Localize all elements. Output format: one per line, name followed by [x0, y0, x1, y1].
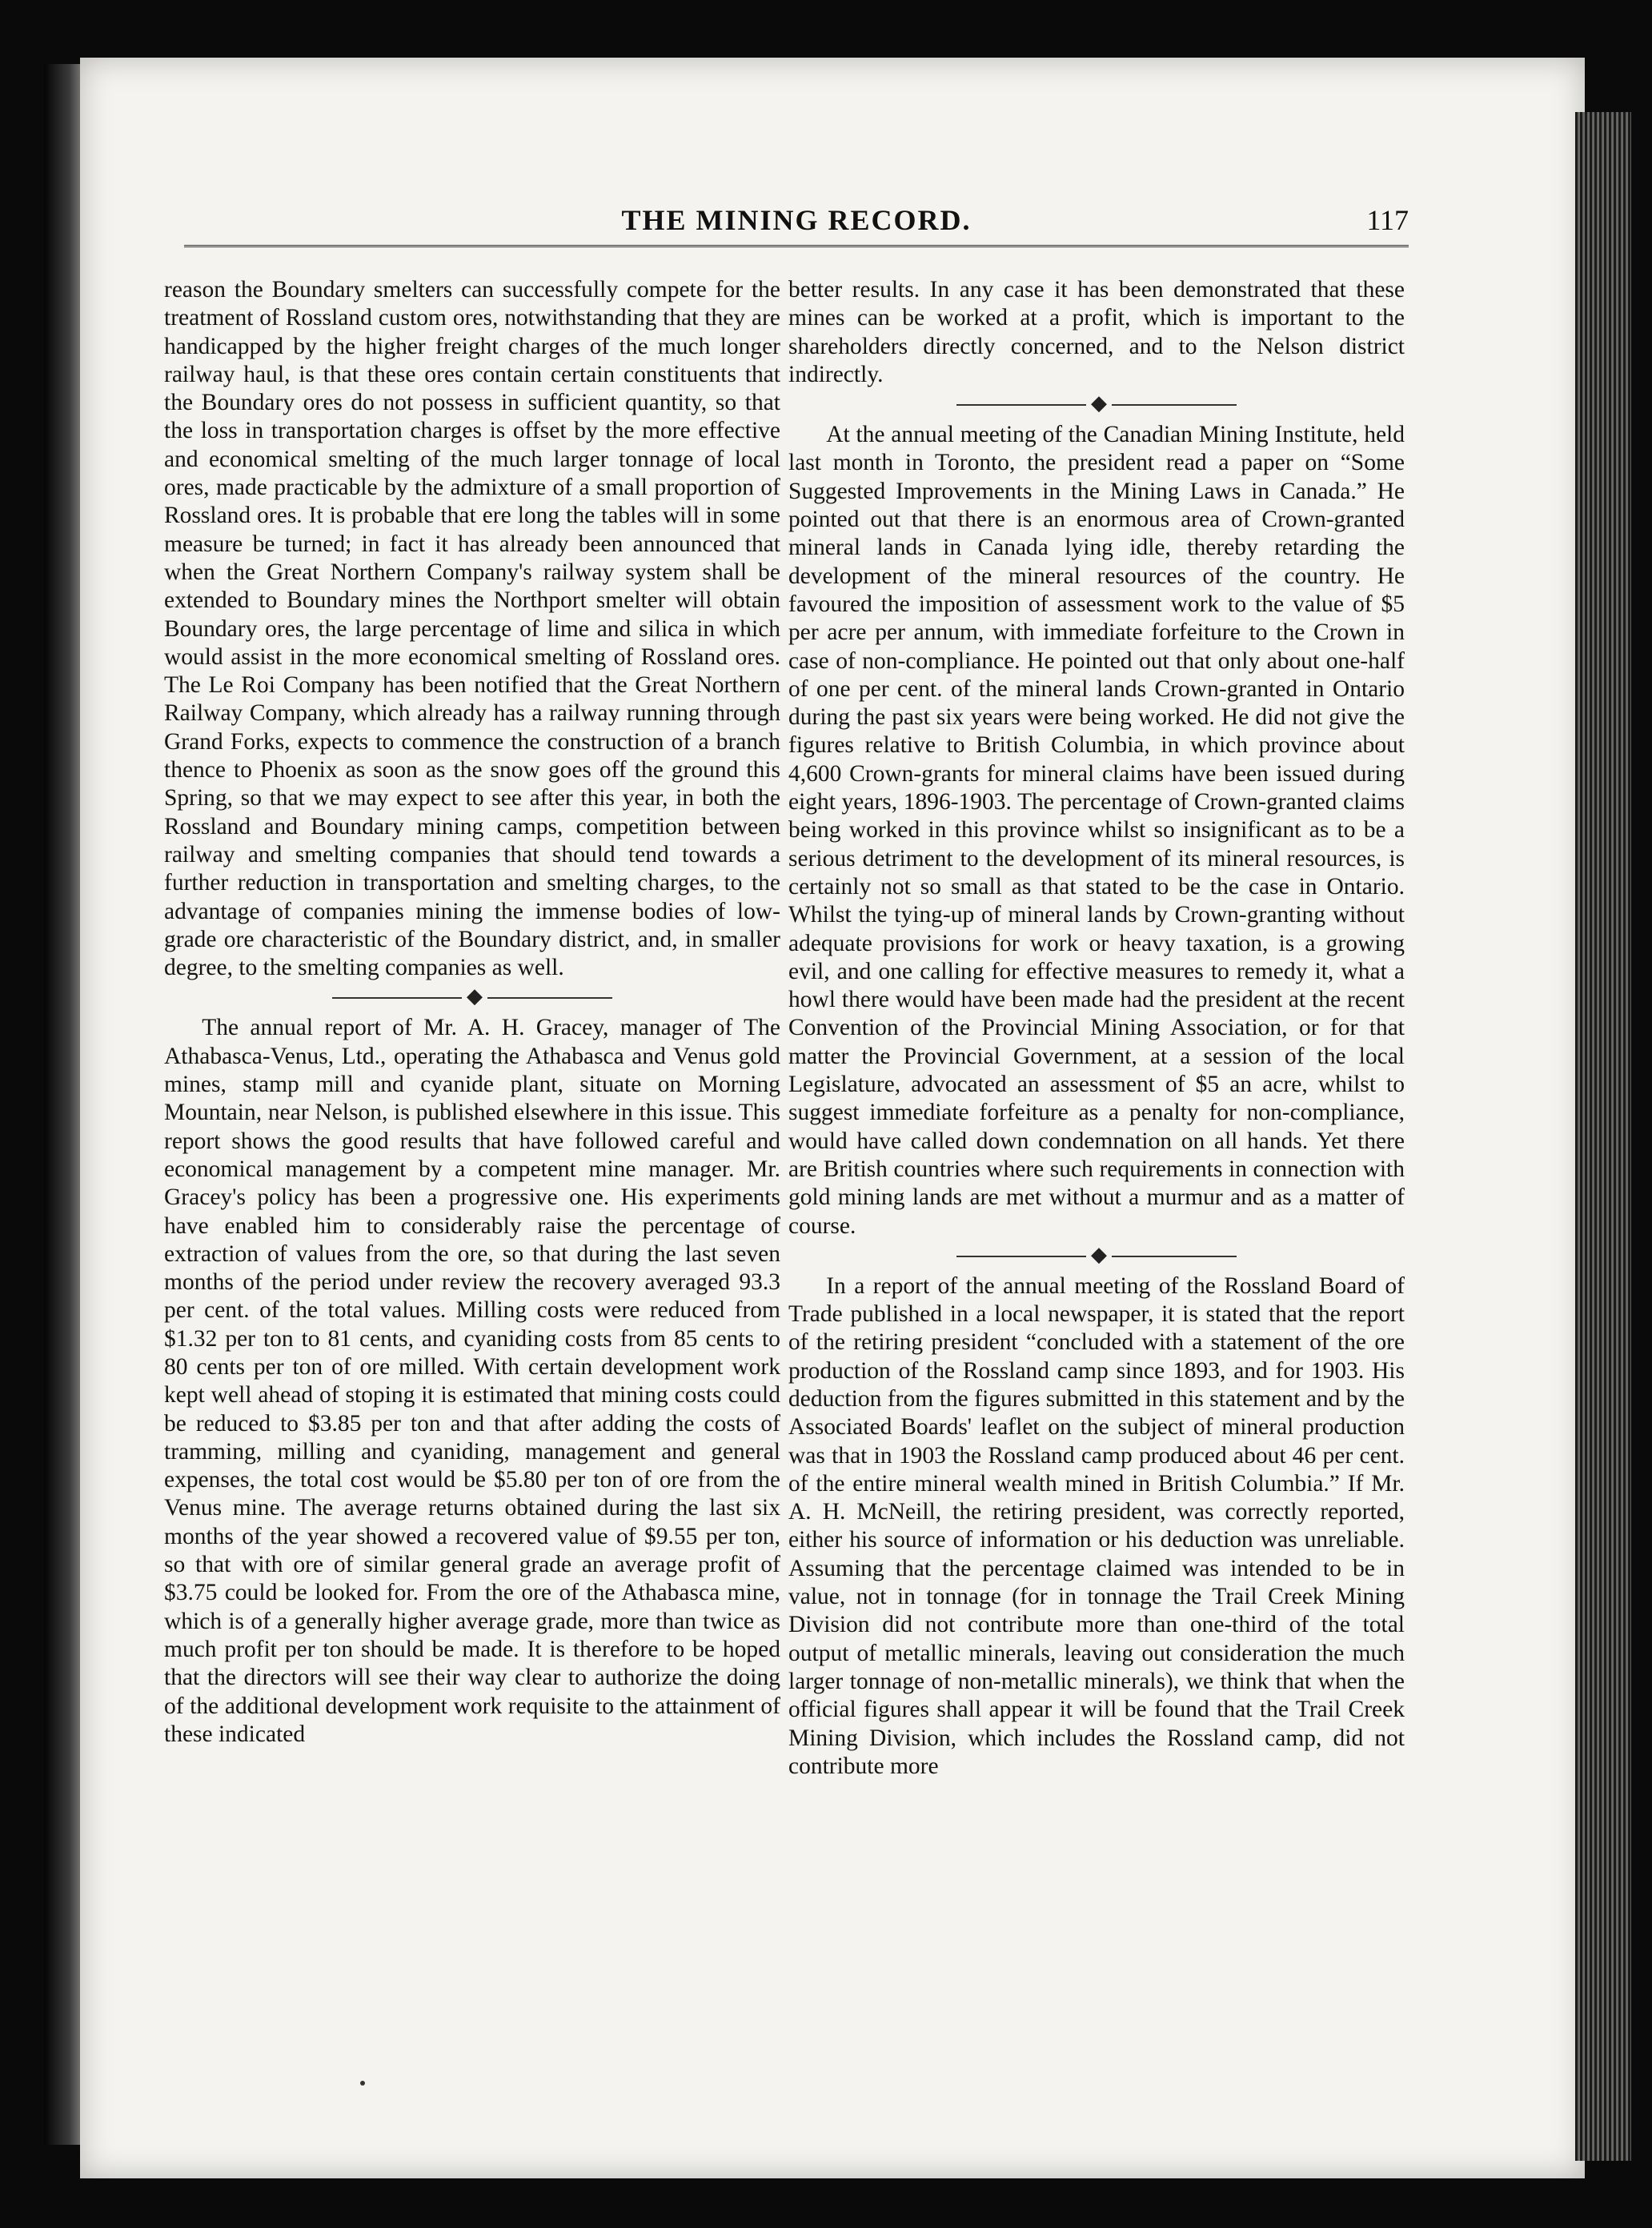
paragraph-better-results: better results. In any case it has been demonstrated that these mines can be worked at a profit, which is important to the shareholders directly concerned, and to the Nelson district indirectly. — [788, 277, 1405, 387]
separator-ornament: ◆ — [462, 984, 487, 1008]
section-separator — [164, 982, 780, 1014]
separator-ornament: ◆ — [1086, 391, 1112, 415]
paragraph-gracey-report: The annual report of Mr. A. H. Gracey, manager of The Athabasca-Venus, Ltd., operating the Athabasca and Venus gold mines, stamp mill and cyanide plant, situate on Morning Mountain, near Nelson, is published elsewhere in this issue. This report shows the good results that have followed careful and economical management by a competent mine manager. Mr. Gracey's policy has been a progressive one. His experiments have enabled him to considerably raise the percentage of extraction of values from the ore, so that during the last seven months of the period under review the recovery averaged 93.3 per cent. of the total values. Milling costs were reduced from $1.32 per ton to 81 cents, and cyaniding costs from 85 cents to 80 cents per ton of ore milled. With certain development work kept well ahead of stoping it is estimated that mining costs could be reduced to $3.85 per ton and that after adding the costs of tramming, milling and cyaniding, management and general expenses, the total cost would be $5.80 per ton of ore from the Venus mine. The average returns obtained during the last six months of the year showed a recovered value of $9.55 per ton, so that with ore of similar general grade an average profit of $3.75 could be looked for. From the ore of the Athabasca mine, which is of a generally higher average grade, more than twice as much profit per ton should be made. It is therefore to be hoped that the directors will see their way clear to authorize the doing of the additional development work requisite to the attainment of these indicated — [164, 1015, 780, 1747]
paragraph-rossland-board: In a report of the annual meeting of the Rossland Board of Trade published in a local newspaper, it is stated that the report of the retiring president “concluded with a statement of the ore production of the Rossland camp since 1893, and for 1903. His deduction from the figures submitted in this statement and by the Associated Boards' leaflet on the subject of mineral production was that in 1903 the Rossland camp produced about 46 per cent. of the entire mineral wealth mined in British Columbia.” If Mr. A. H. McNeill, the retiring president, was correctly reported, either his source of information or his deduction was unreliable. Assuming that the percentage claimed was intended to be in value, not in tonnage (for in tonnage the Trail Creek Mining Division did not contribute more than one-third of the total output of metallic minerals, leaving out consideration the much larger tonnage of non-metallic minerals), we think that when the official figures shall appear it will be found that the Trail Creek Mining Division, which includes the Rossland camp, did not contribute more — [788, 1272, 1405, 1779]
left-column — [164, 276, 780, 2085]
paragraph-boundary-smelters: reason the Boundary smelters can successfully compete for the treatment of Rossland custom ores, notwithstanding that they are handicapped by the higher freight charges of the much longer railway haul, is that these ores contain certain constituents that the Boundary ores do not possess in sufficient quantity, so that the loss in transportation charges is offset by the more effective and economical smelting of the much larger tonnage of local ores, made practicable by the admixture of a small proportion of Rossland ores. It is probable that ere long the tables will in some measure be turned; in fact it has already been announced that when the Great Northern Company's railway system shall be extended to Boundary mines the Northport smelter will obtain Boundary ores, the large percentage of lime and silica in which would assist in the more economical smelting of Rossland ores. The Le Roi Company has been notified that the Great Northern Railway Company, which already has a railway running through Grand Forks, expects to commence the construction of a branch thence to Phoenix as soon as the snow goes off the ground this Spring, so that we may expect to see after this year, in both the Rossland and Boundary mining camps, competition between railway and smelting companies that should tend towards a further reduction in transportation and smelting charges, to the advantage of companies mining the immense bodies of low-grade ore characteristic of the Boundary district, and, in smaller degree, to the smelting companies as well. — [164, 277, 780, 981]
page-number: 117 — [1366, 204, 1409, 236]
separator-ornament: ◆ — [1086, 1243, 1112, 1267]
section-separator — [788, 1240, 1405, 1272]
print-speck — [360, 2081, 365, 2086]
paragraph-mining-institute: At the annual meeting of the Canadian Mining Institute, held last month in Toronto, the president read a paper on “Some Suggested Improvements in the Mining Laws in Canada.” He pointed out that there is an enormous area of Crown-granted mineral lands in Canada lying idle, thereby retarding the development of the mineral resources of the country. He favoured the imposition of assessment work to the value of $5 per acre per annum, with immediate forfeiture to the Crown in case of non-compliance. He pointed out that only about one-half of one per cent. of the mineral lands Crown-granted in Ontario during the past six years were being worked. He did not give the figures relative to British Columbia, in which province about 4,600 Crown-grants for mineral claims have been issued during eight years, 1896-1903. The percentage of Crown-granted claims being worked in this province whilst so insignificant as to be a serious detriment to the development of its mineral resources, is certainly not so small as that stated to be the case in Ontario. Whilst the tying-up of mineral lands by Crown-granting without adequate provisions for work or heavy taxation, is a growing evil, and one calling for effective measures to remedy it, what a howl there would have been made had the president at the recent Convention of the Provincial Mining Association, or for that matter the Provincial Government, at a session of the local Legislature, advocated an assessment of $5 an acre, whilst to suggest immediate forfeiture as a penalty for non-compliance, would have called down condemnation on all hands. Yet there are British countries where such requirements in connection with gold mining lands are met without a murmur and as a matter of course. — [788, 422, 1405, 1239]
page-edges — [1575, 112, 1631, 2161]
section-separator — [788, 389, 1405, 421]
right-column — [788, 276, 1405, 2085]
publication-title: THE MINING RECORD. — [621, 204, 972, 236]
running-header — [184, 200, 1409, 256]
header-rule — [184, 245, 1409, 247]
